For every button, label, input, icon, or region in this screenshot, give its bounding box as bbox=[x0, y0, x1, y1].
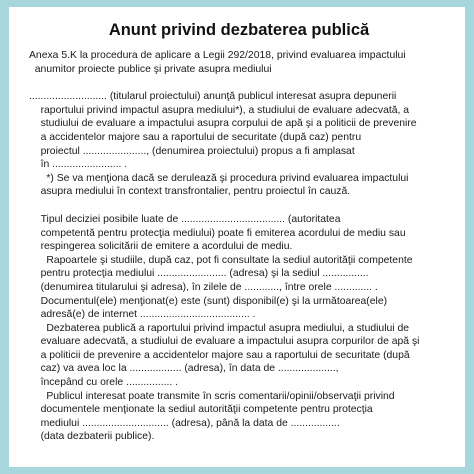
project-announcement-paragraph: ........................... (titularul proiectului) anunţă publicul interesat asupra depunerii raportului privind impactul asupra mediului*), a studiului de evaluare adecvată, a studiului de evaluare a impactului asupra corpului de apă şi a politicii de prevenire a accidentelor majore sau a raportului de securitate (după caz) pentru proiectul ......................, (denumirea proiectului) propus a fi amplasat în ........................ . *) Se va menţiona dacă se derulează şi procedura privind evaluarea impactului asupra mediului în context transfrontalier, pentru proiectul în cauză. bbox=[29, 91, 417, 198]
announcement-card bbox=[9, 7, 465, 467]
annex-reference: Anexa 5.K la procedura de aplicare a Legii 292/2018, privind evaluarea impactului anumitor proiecte publice şi private asupra mediului bbox=[29, 50, 406, 75]
announcement-title: Anunt privind dezbaterea publică bbox=[108, 21, 370, 39]
decision-and-consultation-paragraphs: Tipul deciziei posibile luate de .................................... (autoritatea competentă pentru protecţia mediului) poate fi emiterea acordului de mediu sau respingerea solicitării de emitere a acordului de mediu. Rapoartele şi studiile, după caz, pot fi consultate la sediul autorităţii competente pentru protecţia mediului ........................ (adresa) şi la sediul ................ (denumirea titularului şi adresa), în zilele de ............, între orele ............. . Documentul(ele) menţionat(e) este (sunt) disponibil(e) şi la următoarea(ele) adresă(e) de internet ...................................... . Dezbaterea publică a raportului privind impactul asupra mediului, a studiului de evaluare adecvată, a studiului de evaluare a impactului asupra corpurilor de apă şi a politicii de prevenire a accidentelor majore sau a raportului de securitate (după caz) va avea loc la .................. (adresa), în data de ...................., începând cu orele ................ . Publicul interesat poate transmite în scris comentarii/opinii/observaţii privind documentele menţionate la sediul autorităţii competente pentru protecţia mediului .............................. (adresa), până la data de ................. (data dezbaterii publice). bbox=[40, 213, 420, 443]
